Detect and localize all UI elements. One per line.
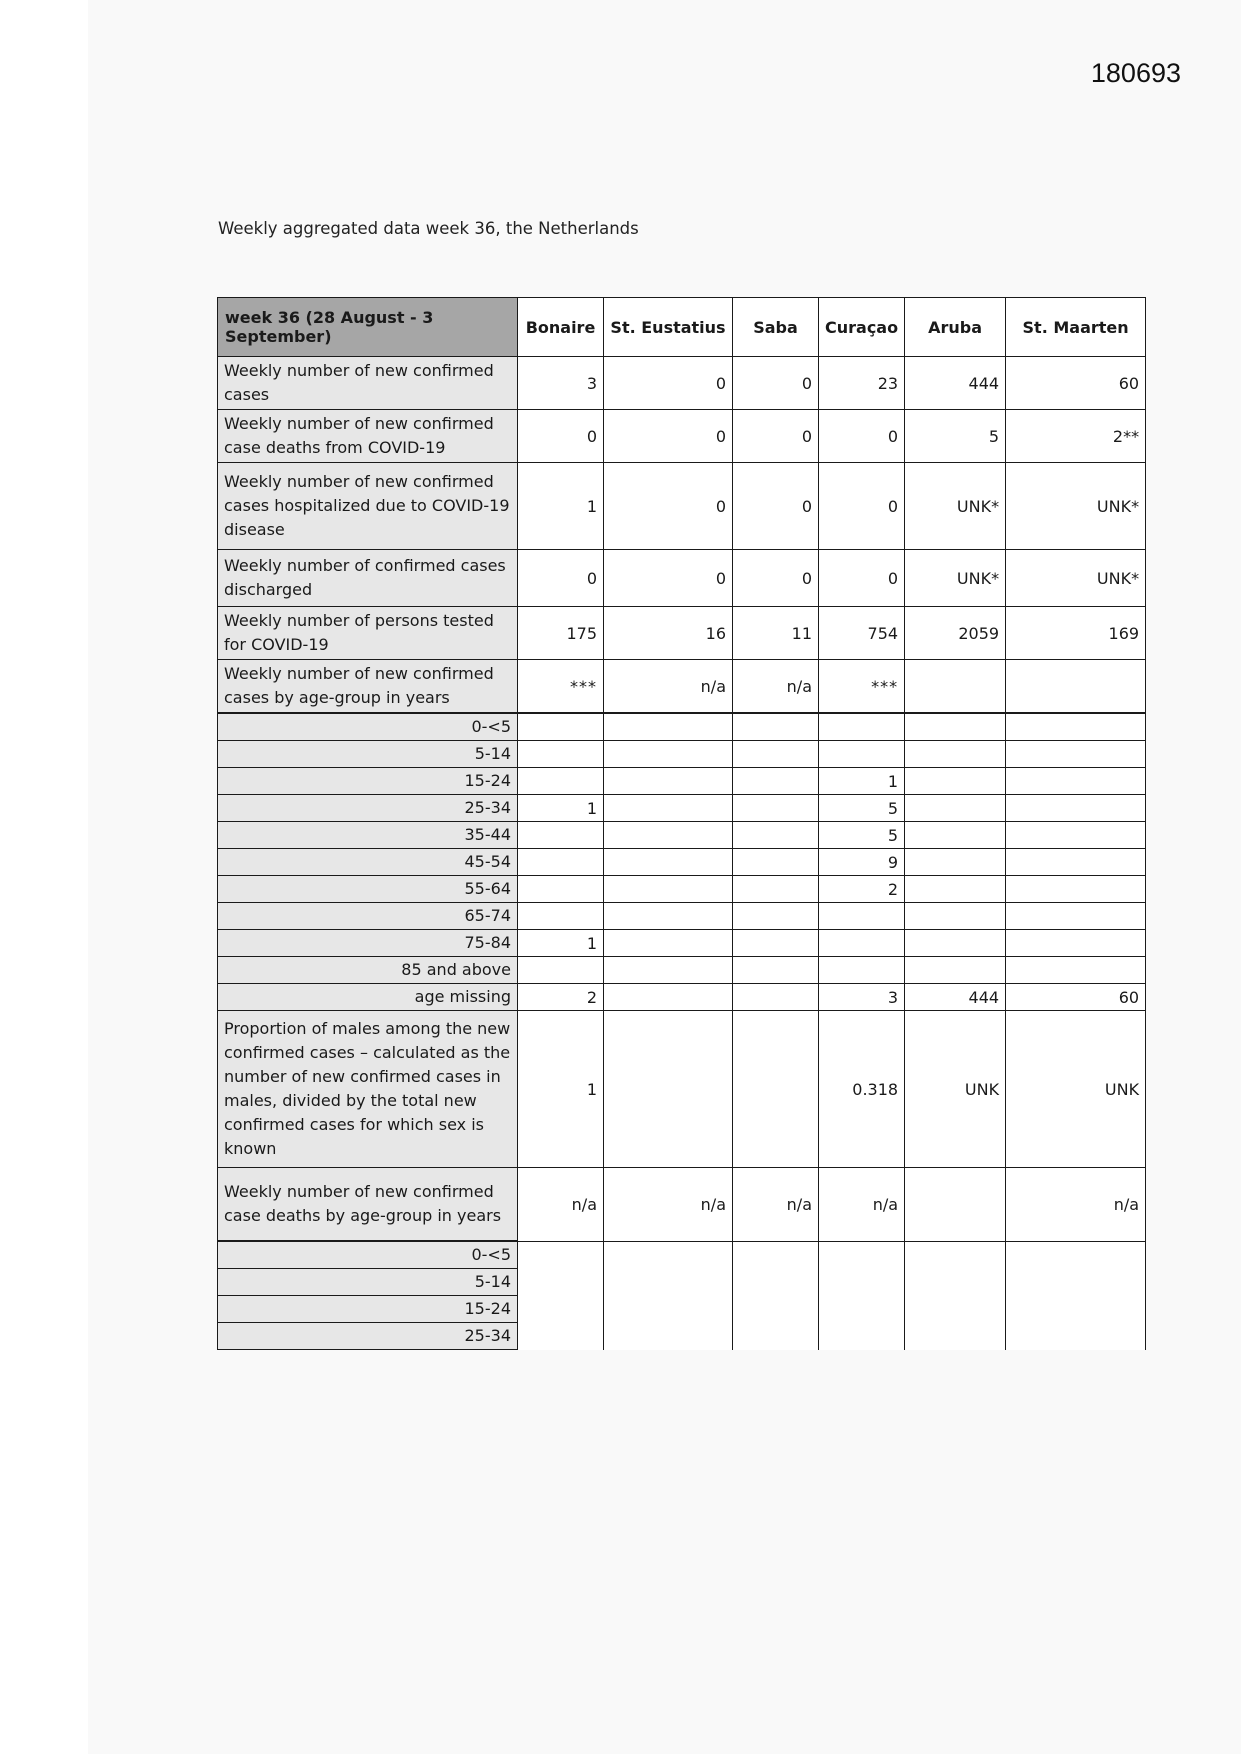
death-age-group-row [218, 1323, 1146, 1350]
table-cell: n/a [518, 1168, 604, 1242]
table-cell: 0 [733, 410, 819, 463]
table-cell [905, 1296, 1006, 1323]
table-row [218, 1168, 1146, 1242]
column-header-curacao: Curaçao [819, 298, 905, 357]
table-cell: 0 [733, 550, 819, 607]
table-cell: UNK [1006, 1011, 1146, 1168]
death-age-group-rows [218, 1241, 1146, 1350]
age-group-row [218, 984, 1146, 1011]
table-cell [905, 957, 1006, 984]
table-cell [733, 849, 819, 876]
table-cell [905, 1168, 1006, 1242]
table-cell [1006, 1241, 1146, 1269]
table-cell: UNK* [905, 463, 1006, 550]
table-row [218, 463, 1146, 550]
table-cell [518, 741, 604, 768]
table-cell: 9 [819, 849, 905, 876]
table-cell: 1 [819, 768, 905, 795]
table-cell [905, 930, 1006, 957]
table-cell: UNK [905, 1011, 1006, 1168]
table-cell: *** [518, 660, 604, 714]
table-cell [905, 795, 1006, 822]
table-cell: 175 [518, 607, 604, 660]
table-cell [518, 768, 604, 795]
table-cell [905, 741, 1006, 768]
table-cell: n/a [604, 1168, 733, 1242]
row-label: Weekly number of new confirmed cases hospitalized due to COVID-19 disease [218, 463, 518, 550]
age-group-label: 0-<5 [218, 1241, 518, 1269]
age-group-row [218, 957, 1146, 984]
age-group-label: 55-64 [218, 876, 518, 903]
table-cell [604, 822, 733, 849]
table-cell: n/a [733, 660, 819, 714]
age-group-label: 5-14 [218, 741, 518, 768]
column-header-bonaire: Bonaire [518, 298, 604, 357]
table-cell [518, 849, 604, 876]
age-group-label: 45-54 [218, 849, 518, 876]
table-cell [604, 957, 733, 984]
table-cell [1006, 1296, 1146, 1323]
table-cell [604, 849, 733, 876]
age-group-label: age missing [218, 984, 518, 1011]
table-cell [518, 713, 604, 741]
table-cell: 0 [819, 550, 905, 607]
table-cell [1006, 660, 1146, 714]
age-group-row [218, 795, 1146, 822]
table-cell [604, 1323, 733, 1350]
table-cell: 754 [819, 607, 905, 660]
table-cell: 2 [518, 984, 604, 1011]
table-cell: 444 [905, 357, 1006, 410]
age-group-label: 5-14 [218, 1269, 518, 1296]
table-row [218, 550, 1146, 607]
table-cell [819, 1269, 905, 1296]
table-cell: 0 [733, 463, 819, 550]
table-cell: 11 [733, 607, 819, 660]
death-age-group-row [218, 1269, 1146, 1296]
table-cell [905, 713, 1006, 741]
table-cell [604, 903, 733, 930]
table-cell: 2** [1006, 410, 1146, 463]
death-age-group-row [218, 1241, 1146, 1269]
table-cell: 5 [819, 822, 905, 849]
table-cell: 60 [1006, 357, 1146, 410]
weekly-data-table [217, 297, 1146, 1350]
row-label: Proportion of males among the new confirmed cases – calculated as the number of new confirmed cases in males, divided by the total new confirmed cases for which sex is known [218, 1011, 518, 1168]
death-age-group-row [218, 1296, 1146, 1323]
table-cell [733, 903, 819, 930]
table-cell [518, 1296, 604, 1323]
table-cell: 1 [518, 1011, 604, 1168]
table-cell [1006, 903, 1146, 930]
table-cell [905, 822, 1006, 849]
table-cell [733, 1323, 819, 1350]
table-cell: *** [819, 660, 905, 714]
table-row [218, 660, 1146, 714]
row-label: Weekly number of new confirmed cases by age-group in years [218, 660, 518, 714]
column-header-st-maarten: St. Maarten [1006, 298, 1146, 357]
age-group-rows [218, 713, 1146, 1011]
table-cell: 0.318 [819, 1011, 905, 1168]
table-cell [518, 876, 604, 903]
table-cell [1006, 849, 1146, 876]
table-cell [604, 713, 733, 741]
age-group-label: 35-44 [218, 822, 518, 849]
table-corner-header: week 36 (28 August - 3 September) [218, 298, 518, 357]
table-cell [733, 984, 819, 1011]
document-title: Weekly aggregated data week 36, the Netherlands [218, 219, 639, 238]
column-header-st-eustatius: St. Eustatius [604, 298, 733, 357]
table-cell [518, 822, 604, 849]
table-cell [733, 741, 819, 768]
table-cell [604, 1296, 733, 1323]
row-label: Weekly number of new confirmed case deaths by age-group in years [218, 1168, 518, 1242]
table-cell: 0 [819, 410, 905, 463]
table-cell: n/a [819, 1168, 905, 1242]
table-cell: 169 [1006, 607, 1146, 660]
table-row [218, 1011, 1146, 1168]
age-group-label: 25-34 [218, 1323, 518, 1350]
table-cell: 1 [518, 930, 604, 957]
table-cell [905, 1241, 1006, 1269]
table-cell: 0 [733, 357, 819, 410]
table-cell [1006, 876, 1146, 903]
age-group-label: 65-74 [218, 903, 518, 930]
table-cell [905, 1269, 1006, 1296]
age-group-label: 85 and above [218, 957, 518, 984]
table-cell: 5 [819, 795, 905, 822]
table-cell [518, 1241, 604, 1269]
table-cell [733, 1296, 819, 1323]
table-cell [518, 957, 604, 984]
table-cell [733, 1241, 819, 1269]
table-cell [905, 768, 1006, 795]
table-cell: UNK* [1006, 463, 1146, 550]
table-cell [604, 1011, 733, 1168]
table-cell [733, 713, 819, 741]
table-cell [1006, 930, 1146, 957]
table-cell [819, 713, 905, 741]
age-group-label: 75-84 [218, 930, 518, 957]
table-cell [1006, 957, 1146, 984]
table-cell [518, 1269, 604, 1296]
table-cell [733, 822, 819, 849]
table-cell: n/a [733, 1168, 819, 1242]
table-cell [733, 930, 819, 957]
table-cell [1006, 741, 1146, 768]
table-cell [905, 903, 1006, 930]
table-cell [733, 1269, 819, 1296]
table-cell: UNK* [1006, 550, 1146, 607]
table-cell [1006, 1323, 1146, 1350]
table-cell: 1 [518, 795, 604, 822]
table-cell [518, 903, 604, 930]
table-cell [905, 660, 1006, 714]
age-group-row [218, 713, 1146, 741]
column-header-saba: Saba [733, 298, 819, 357]
table-cell: 2059 [905, 607, 1006, 660]
age-group-row [218, 768, 1146, 795]
table-cell [819, 930, 905, 957]
table-cell [819, 1296, 905, 1323]
table-cell: 2 [819, 876, 905, 903]
table-cell [604, 768, 733, 795]
table-cell: 0 [819, 463, 905, 550]
table-cell [1006, 1269, 1146, 1296]
table-cell: 0 [604, 357, 733, 410]
table-cell: 3 [819, 984, 905, 1011]
table-row [218, 607, 1146, 660]
table-cell [1006, 822, 1146, 849]
row-label: Weekly number of new confirmed cases [218, 357, 518, 410]
table-row [218, 357, 1146, 410]
age-group-row [218, 903, 1146, 930]
table-cell: 444 [905, 984, 1006, 1011]
table-cell: 16 [604, 607, 733, 660]
table-cell [819, 741, 905, 768]
table-cell [518, 1323, 604, 1350]
age-group-row [218, 741, 1146, 768]
table-cell: n/a [604, 660, 733, 714]
table-cell: 3 [518, 357, 604, 410]
table-cell [604, 741, 733, 768]
table-cell [733, 1011, 819, 1168]
table-cell [604, 1269, 733, 1296]
table-cell [604, 930, 733, 957]
table-cell: n/a [1006, 1168, 1146, 1242]
age-group-row [218, 876, 1146, 903]
table-cell: 0 [518, 410, 604, 463]
age-group-row [218, 822, 1146, 849]
table-cell [819, 957, 905, 984]
age-group-label: 15-24 [218, 768, 518, 795]
age-group-label: 25-34 [218, 795, 518, 822]
column-header-aruba: Aruba [905, 298, 1006, 357]
table-cell [819, 1241, 905, 1269]
table-cell [1006, 795, 1146, 822]
document-number: 180693 [1090, 58, 1181, 88]
table-cell: 0 [604, 550, 733, 607]
table-cell [604, 984, 733, 1011]
table-cell: 1 [518, 463, 604, 550]
table-cell [1006, 768, 1146, 795]
table-cell: 60 [1006, 984, 1146, 1011]
table-cell: 0 [604, 463, 733, 550]
row-label: Weekly number of confirmed cases discharged [218, 550, 518, 607]
table-cell [733, 957, 819, 984]
table-cell [604, 1241, 733, 1269]
row-label: Weekly number of persons tested for COVID-19 [218, 607, 518, 660]
table-cell: UNK* [905, 550, 1006, 607]
table-cell [905, 849, 1006, 876]
row-label: Weekly number of new confirmed case deaths from COVID-19 [218, 410, 518, 463]
age-group-row [218, 849, 1146, 876]
table-cell [733, 768, 819, 795]
age-group-label: 15-24 [218, 1296, 518, 1323]
table-cell [819, 903, 905, 930]
table-cell [1006, 713, 1146, 741]
age-group-label: 0-<5 [218, 713, 518, 741]
table-cell [819, 1323, 905, 1350]
table-cell: 0 [604, 410, 733, 463]
table-cell [733, 876, 819, 903]
table-row [218, 410, 1146, 463]
table-cell: 5 [905, 410, 1006, 463]
table-cell: 0 [518, 550, 604, 607]
table-cell [905, 876, 1006, 903]
table-cell [604, 795, 733, 822]
table-cell: 23 [819, 357, 905, 410]
table-cell [905, 1323, 1006, 1350]
table-cell [733, 795, 819, 822]
age-group-row [218, 930, 1146, 957]
table-cell [604, 876, 733, 903]
